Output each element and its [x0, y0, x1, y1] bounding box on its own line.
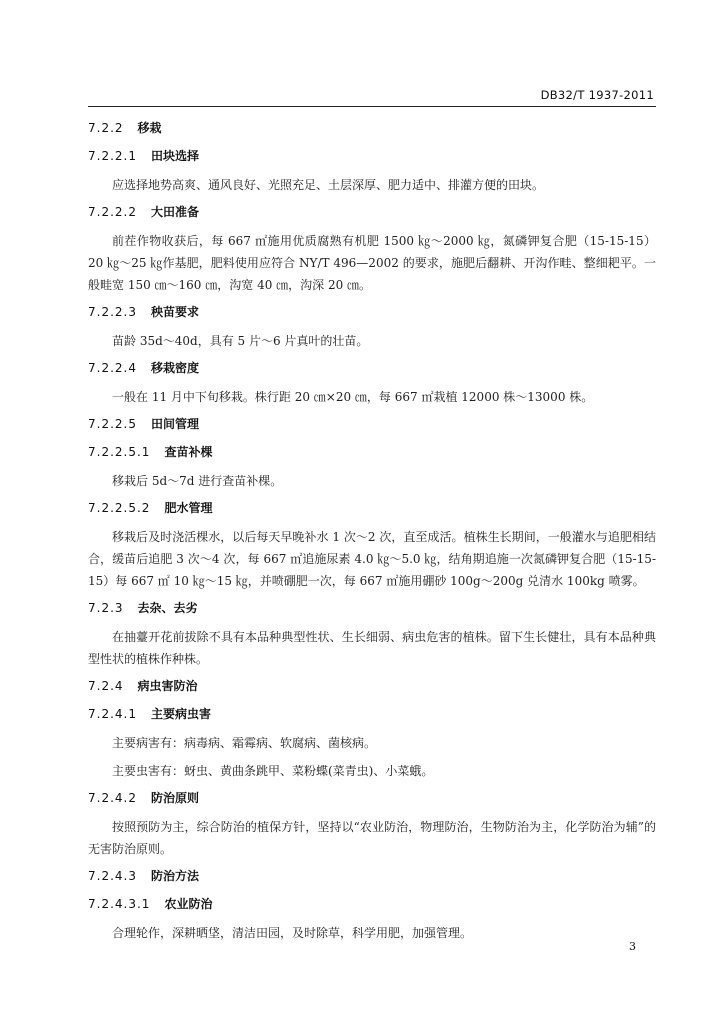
section-title: 防治原则	[150, 791, 199, 805]
section-title: 大田准备	[150, 205, 199, 219]
section-title: 移栽密度	[150, 361, 199, 375]
standard-code: DB32/T 1937-2011	[540, 88, 654, 102]
section-title: 农业防治	[164, 897, 213, 911]
section-title: 主要病虫害	[150, 707, 211, 721]
section-number: 7.2.4.3	[88, 869, 137, 883]
section-number: 7.2.2	[88, 121, 124, 135]
section-number: 7.2.4.3.1	[88, 897, 151, 911]
section-heading	[88, 202, 656, 222]
section-number: 7.2.2.5.2	[88, 501, 151, 515]
section-number: 7.2.2.4	[88, 361, 137, 375]
section-heading	[88, 146, 656, 166]
body-paragraph: 前茬作物收获后，每 667 ㎡施用优质腐熟有机肥 1500 ㎏～2000 ㎏，氮磷钾复合肥（15-15-15）20 ㎏～25 ㎏作基肥，肥料使用应符合 NY/T 496—2002 的要求，施肥后翻耕、开沟作畦、整细耙平。一般畦宽 150 ㎝～160 ㎝，沟宽 40 ㎝，沟深 20 ㎝。	[88, 234, 656, 292]
body-paragraph: 应选择地势高爽、通风良好、光照充足、土层深厚、肥力适中、排灌方便的田块。	[112, 178, 545, 192]
section-heading	[88, 118, 656, 138]
section-title: 防治方法	[150, 869, 199, 883]
section-title: 田间管理	[150, 417, 199, 431]
body-paragraph: 按照预防为主，综合防治的植保方针，坚持以“农业防治，物理防治，生物防治为主，化学防治为辅”的无害防治原则。	[88, 820, 656, 856]
body-paragraph: 一般在 11 月中下旬移栽。株行距 20 ㎝×20 ㎝，每 667 ㎡栽植 12000 株～13000 株。	[112, 390, 594, 404]
body-paragraph: 在抽薹开花前拔除不具有本品种典型性状、生长细弱、病虫危害的植株。留下生长健壮，具有本品种典型性状的植株作种株。	[88, 630, 656, 666]
section-title: 查苗补棵	[164, 445, 213, 459]
section-number: 7.2.4.2	[88, 791, 137, 805]
section-heading	[88, 866, 656, 886]
section-number: 7.2.4.1	[88, 707, 137, 721]
section-number: 7.2.2.2	[88, 205, 137, 219]
section-title: 去杂、去劣	[137, 601, 198, 615]
page-number: 3	[629, 940, 636, 953]
section-heading	[88, 302, 656, 322]
section-number: 7.2.2.3	[88, 305, 137, 319]
section-number: 7.2.2.1	[88, 149, 137, 163]
section-title: 移栽	[137, 121, 162, 135]
section-title: 田块选择	[150, 149, 199, 163]
section-number: 7.2.2.5.1	[88, 445, 151, 459]
section-heading	[88, 676, 656, 696]
section-heading	[88, 442, 656, 462]
header-rule	[88, 106, 656, 107]
section-heading	[88, 788, 656, 808]
section-heading	[88, 358, 656, 378]
body-paragraph: 移栽后 5d～7d 进行查苗补棵。	[112, 474, 283, 488]
document-body	[88, 114, 656, 950]
body-paragraph: 主要病害有：病毒病、霜霉病、软腐病、菌核病。	[112, 736, 377, 750]
section-number: 7.2.4	[88, 679, 124, 693]
section-heading	[88, 598, 656, 618]
section-heading	[88, 704, 656, 724]
body-paragraph: 移栽后及时浇活棵水，以后每天早晚补水 1 次～2 次，直至成活。植株生长期间，一般灌水与追肥相结合，缓苗后追肥 3 次～4 次，每 667 ㎡追施尿素 4.0 ㎏～5.0 ㎏，结角期追施一次氮磷钾复合肥（15-15-15）每 667 ㎡ 10 ㎏～15 ㎏，并喷硼肥一次，每 667 ㎡施用硼砂 100g～200g 兑清水 100kg 喷雾。	[88, 530, 656, 588]
section-number: 7.2.2.5	[88, 417, 137, 431]
body-paragraph: 主要虫害有：蚜虫、黄曲条跳甲、菜粉蝶(菜青虫)、小菜蛾。	[112, 764, 434, 778]
section-heading	[88, 498, 656, 518]
section-title: 秧苗要求	[150, 305, 199, 319]
section-title: 肥水管理	[164, 501, 213, 515]
section-heading	[88, 414, 656, 434]
section-number: 7.2.3	[88, 601, 124, 615]
section-heading	[88, 894, 656, 914]
section-title: 病虫害防治	[137, 679, 198, 693]
body-paragraph: 苗龄 35d～40d，具有 5 片～6 片真叶的壮苗。	[112, 334, 369, 348]
body-paragraph: 合理轮作，深耕晒垡，清洁田园，及时除草，科学用肥，加强管理。	[112, 926, 473, 940]
